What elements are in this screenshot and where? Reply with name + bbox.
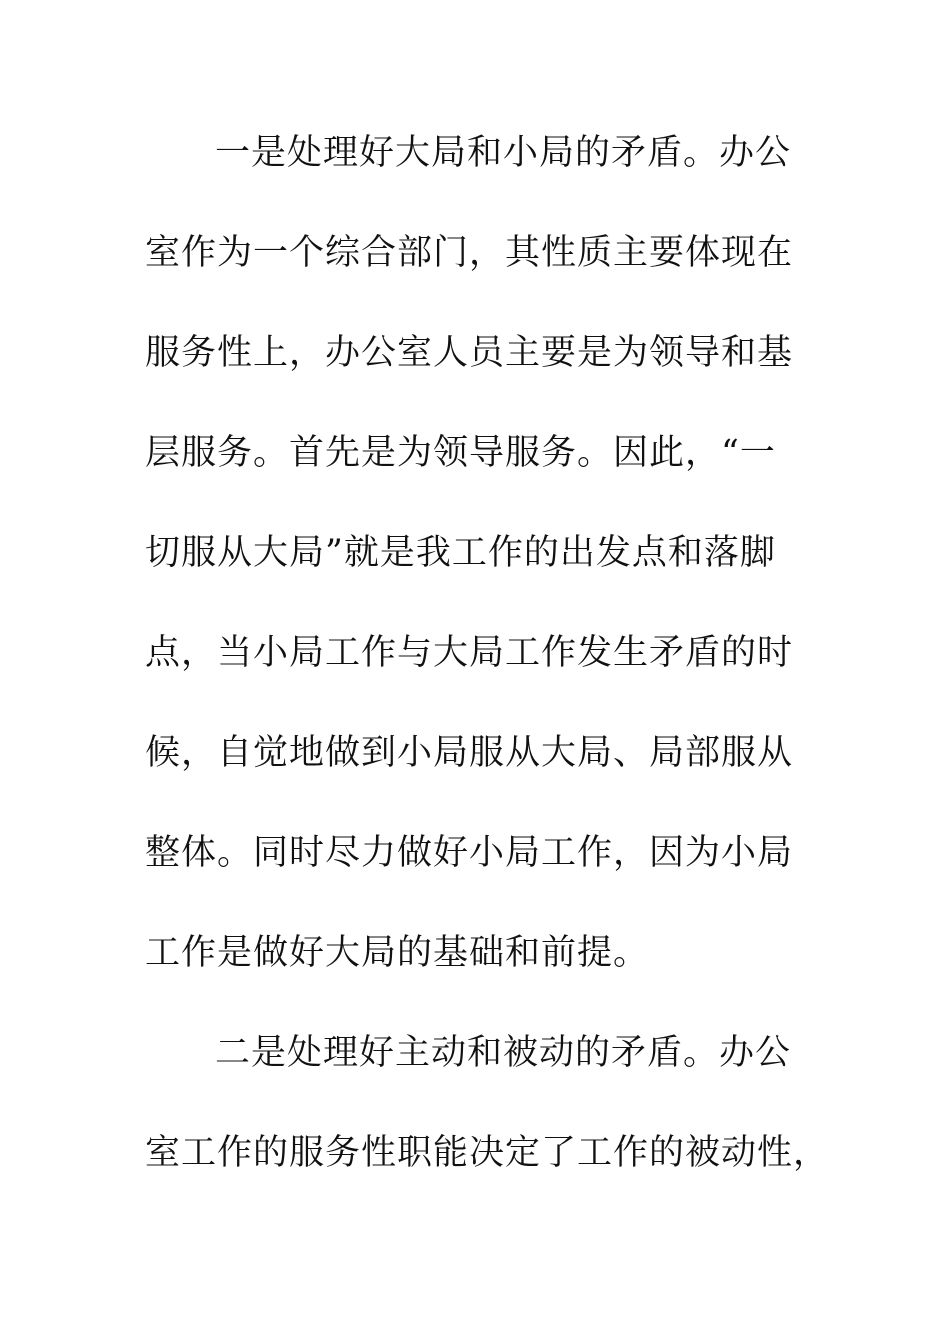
paragraph-1-line-8: 整体。同时尽力做好小局工作，因为小局 (145, 833, 794, 873)
paragraph-1-line-5: 切服从大局”就是我工作的出发点和落脚 (145, 533, 776, 573)
paragraph-1-line-2: 室作为一个综合部门，其性质主要体现在 (145, 233, 794, 273)
paragraph-1-line-3: 服务性上，办公室人员主要是为领导和基 (145, 333, 794, 373)
paragraph-1-line-4: 层服务。首先是为领导服务。因此，“一 (145, 433, 776, 473)
paragraph-2-line-1: 二是处理好主动和被动的矛盾。办公 (215, 1033, 792, 1073)
paragraph-1-line-7: 候，自觉地做到小局服从大局、局部服从 (145, 733, 794, 773)
paragraph-2-line-2: 室工作的服务性职能决定了工作的被动性， (145, 1133, 830, 1173)
paragraph-1-line-1: 一是处理好大局和小局的矛盾。办公 (215, 133, 792, 173)
paragraph-1-line-6: 点，当小局工作与大局工作发生矛盾的时 (145, 633, 794, 673)
paragraph-1-line-9: 工作是做好大局的基础和前提。 (145, 933, 650, 973)
